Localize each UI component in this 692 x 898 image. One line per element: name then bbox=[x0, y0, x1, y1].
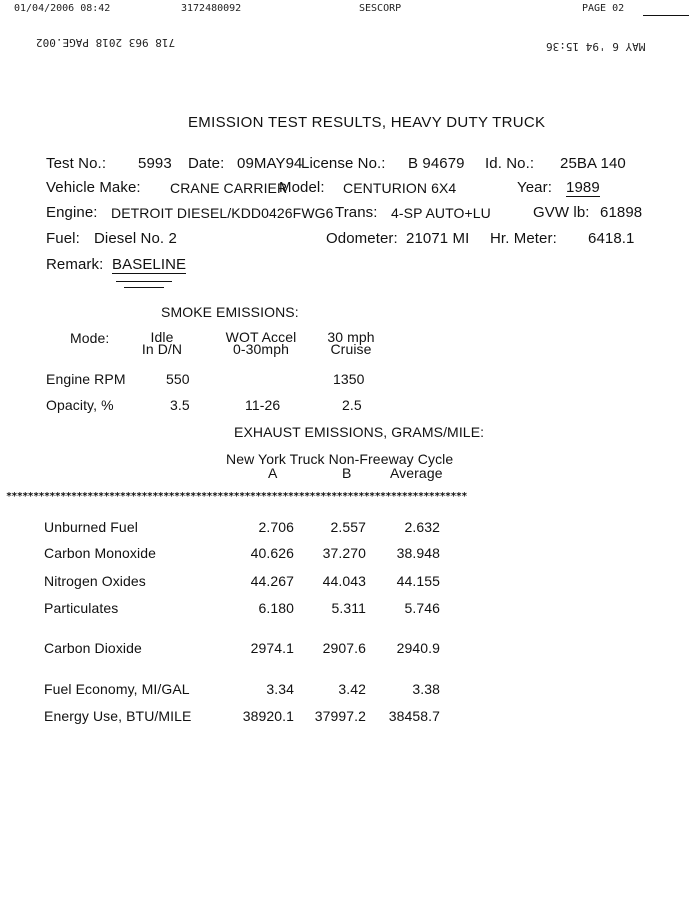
smoke-row-wot: 11-26 bbox=[245, 397, 281, 413]
fax-page: PAGE 02 bbox=[582, 3, 625, 14]
model-value: CENTURION 6X4 bbox=[343, 180, 457, 196]
col-idle-line1: Idle bbox=[150, 329, 174, 345]
remark-underline-stroke bbox=[124, 287, 164, 288]
id-label: Id. No.: bbox=[485, 155, 535, 172]
exhaust-row-label: Unburned Fuel bbox=[44, 519, 138, 535]
hr-meter-label: Hr. Meter: bbox=[490, 230, 557, 247]
smoke-row-cruise: 1350 bbox=[333, 371, 365, 387]
exhaust-row-a: 6.180 bbox=[258, 600, 294, 616]
fax-mirror-left: 718 963 2018 PAGE.002 bbox=[36, 36, 176, 49]
smoke-row-label: Engine RPM bbox=[46, 371, 126, 387]
asterisk-separator: ************************************************************************************* bbox=[6, 491, 467, 502]
exhaust-row-b: 37997.2 bbox=[314, 708, 366, 724]
exhaust-row-label: Carbon Dioxide bbox=[44, 640, 142, 656]
col-cruise-header bbox=[322, 331, 380, 355]
fuel-label: Fuel: bbox=[46, 230, 80, 247]
col-b-header: B bbox=[342, 465, 352, 481]
make-label: Vehicle Make: bbox=[46, 179, 141, 196]
exhaust-row-b: 5.311 bbox=[331, 600, 366, 616]
col-a-header: A bbox=[268, 465, 278, 481]
exhaust-row-label: Particulates bbox=[44, 600, 119, 616]
exhaust-row-b: 3.42 bbox=[338, 681, 366, 697]
date-label: Date: bbox=[188, 155, 225, 172]
col-average-header: Average bbox=[390, 465, 443, 481]
document-title: EMISSION TEST RESULTS, HEAVY DUTY TRUCK bbox=[188, 114, 546, 131]
trans-label: Trans: bbox=[335, 204, 378, 221]
exhaust-row-label: Nitrogen Oxides bbox=[44, 573, 146, 589]
smoke-row-label: Opacity, % bbox=[46, 397, 114, 413]
make-value: CRANE CARRIER bbox=[170, 180, 288, 196]
exhaust-row-avg: 2.632 bbox=[404, 519, 440, 535]
col-wot-header bbox=[222, 331, 300, 355]
remark-label: Remark: bbox=[46, 256, 104, 273]
fax-company: SESCORP bbox=[359, 3, 402, 14]
col-wot-line1: WOT Accel bbox=[225, 329, 297, 345]
exhaust-row-avg: 3.38 bbox=[412, 681, 440, 697]
remark-underline-stroke bbox=[116, 281, 172, 282]
id-value: 25BA 140 bbox=[560, 155, 626, 172]
exhaust-row-a: 2974.1 bbox=[250, 640, 294, 656]
gvw-value: 61898 bbox=[600, 204, 643, 221]
engine-value: DETROIT DIESEL/KDD0426FWG6 bbox=[111, 205, 334, 221]
fax-mirror-right: MAY 6 '94 15:36 bbox=[546, 40, 646, 53]
exhaust-row-a: 38920.1 bbox=[242, 708, 294, 724]
gvw-label: GVW lb: bbox=[533, 204, 590, 221]
year-label: Year: bbox=[517, 179, 552, 196]
exhaust-row-a: 44.267 bbox=[250, 573, 294, 589]
exhaust-heading: EXHAUST EMISSIONS, GRAMS/MILE: bbox=[234, 424, 485, 440]
col-cruise-line2: Cruise bbox=[330, 341, 372, 357]
col-idle-line2: In D/N bbox=[141, 341, 183, 357]
test-no-label: Test No.: bbox=[46, 155, 107, 172]
exhaust-row-avg: 2940.9 bbox=[396, 640, 440, 656]
exhaust-row-label: Energy Use, BTU/MILE bbox=[44, 708, 192, 724]
exhaust-row-avg: 5.746 bbox=[404, 600, 440, 616]
smoke-heading: SMOKE EMISSIONS: bbox=[161, 304, 299, 320]
odometer-value: 21071 MI bbox=[406, 230, 470, 247]
remark-value: BASELINE bbox=[112, 256, 187, 273]
fax-phone: 3172480092 bbox=[181, 3, 242, 14]
fuel-value: Diesel No. 2 bbox=[94, 230, 177, 247]
exhaust-row-b: 2907.6 bbox=[322, 640, 366, 656]
smoke-row-cruise: 2.5 bbox=[342, 397, 362, 413]
exhaust-row-avg: 38.948 bbox=[396, 545, 440, 561]
exhaust-row-a: 2.706 bbox=[258, 519, 294, 535]
odometer-label: Odometer: bbox=[326, 230, 398, 247]
fax-header-rule bbox=[643, 15, 689, 16]
col-idle-header bbox=[132, 331, 192, 355]
col-wot-line2: 0-30mph bbox=[233, 341, 289, 357]
model-label: Model: bbox=[279, 179, 325, 196]
exhaust-cycle: New York Truck Non-Freeway Cycle bbox=[226, 451, 454, 467]
date-value: 09MAY94 bbox=[237, 155, 303, 172]
exhaust-row-a: 3.34 bbox=[266, 681, 294, 697]
exhaust-row-label: Fuel Economy, MI/GAL bbox=[44, 681, 190, 697]
smoke-row-idle: 550 bbox=[166, 371, 190, 387]
exhaust-row-avg: 44.155 bbox=[396, 573, 440, 589]
exhaust-row-avg: 38458.7 bbox=[388, 708, 440, 724]
year-value: 1989 bbox=[566, 179, 600, 196]
trans-value: 4-SP AUTO+LU bbox=[391, 205, 491, 221]
smoke-row-idle: 3.5 bbox=[170, 397, 190, 413]
engine-label: Engine: bbox=[46, 204, 98, 221]
exhaust-row-b: 44.043 bbox=[322, 573, 366, 589]
col-cruise-line1: 30 mph bbox=[327, 329, 375, 345]
fax-datetime: 01/04/2006 08:42 bbox=[14, 3, 111, 14]
exhaust-row-b: 2.557 bbox=[330, 519, 366, 535]
hr-meter-value: 6418.1 bbox=[588, 230, 635, 247]
license-label: License No.: bbox=[301, 155, 386, 172]
mode-label: Mode: bbox=[70, 330, 110, 346]
license-value: B 94679 bbox=[408, 155, 465, 172]
test-no-value: 5993 bbox=[138, 155, 172, 172]
exhaust-row-a: 40.626 bbox=[250, 545, 294, 561]
exhaust-row-label: Carbon Monoxide bbox=[44, 545, 157, 561]
exhaust-row-b: 37.270 bbox=[322, 545, 366, 561]
